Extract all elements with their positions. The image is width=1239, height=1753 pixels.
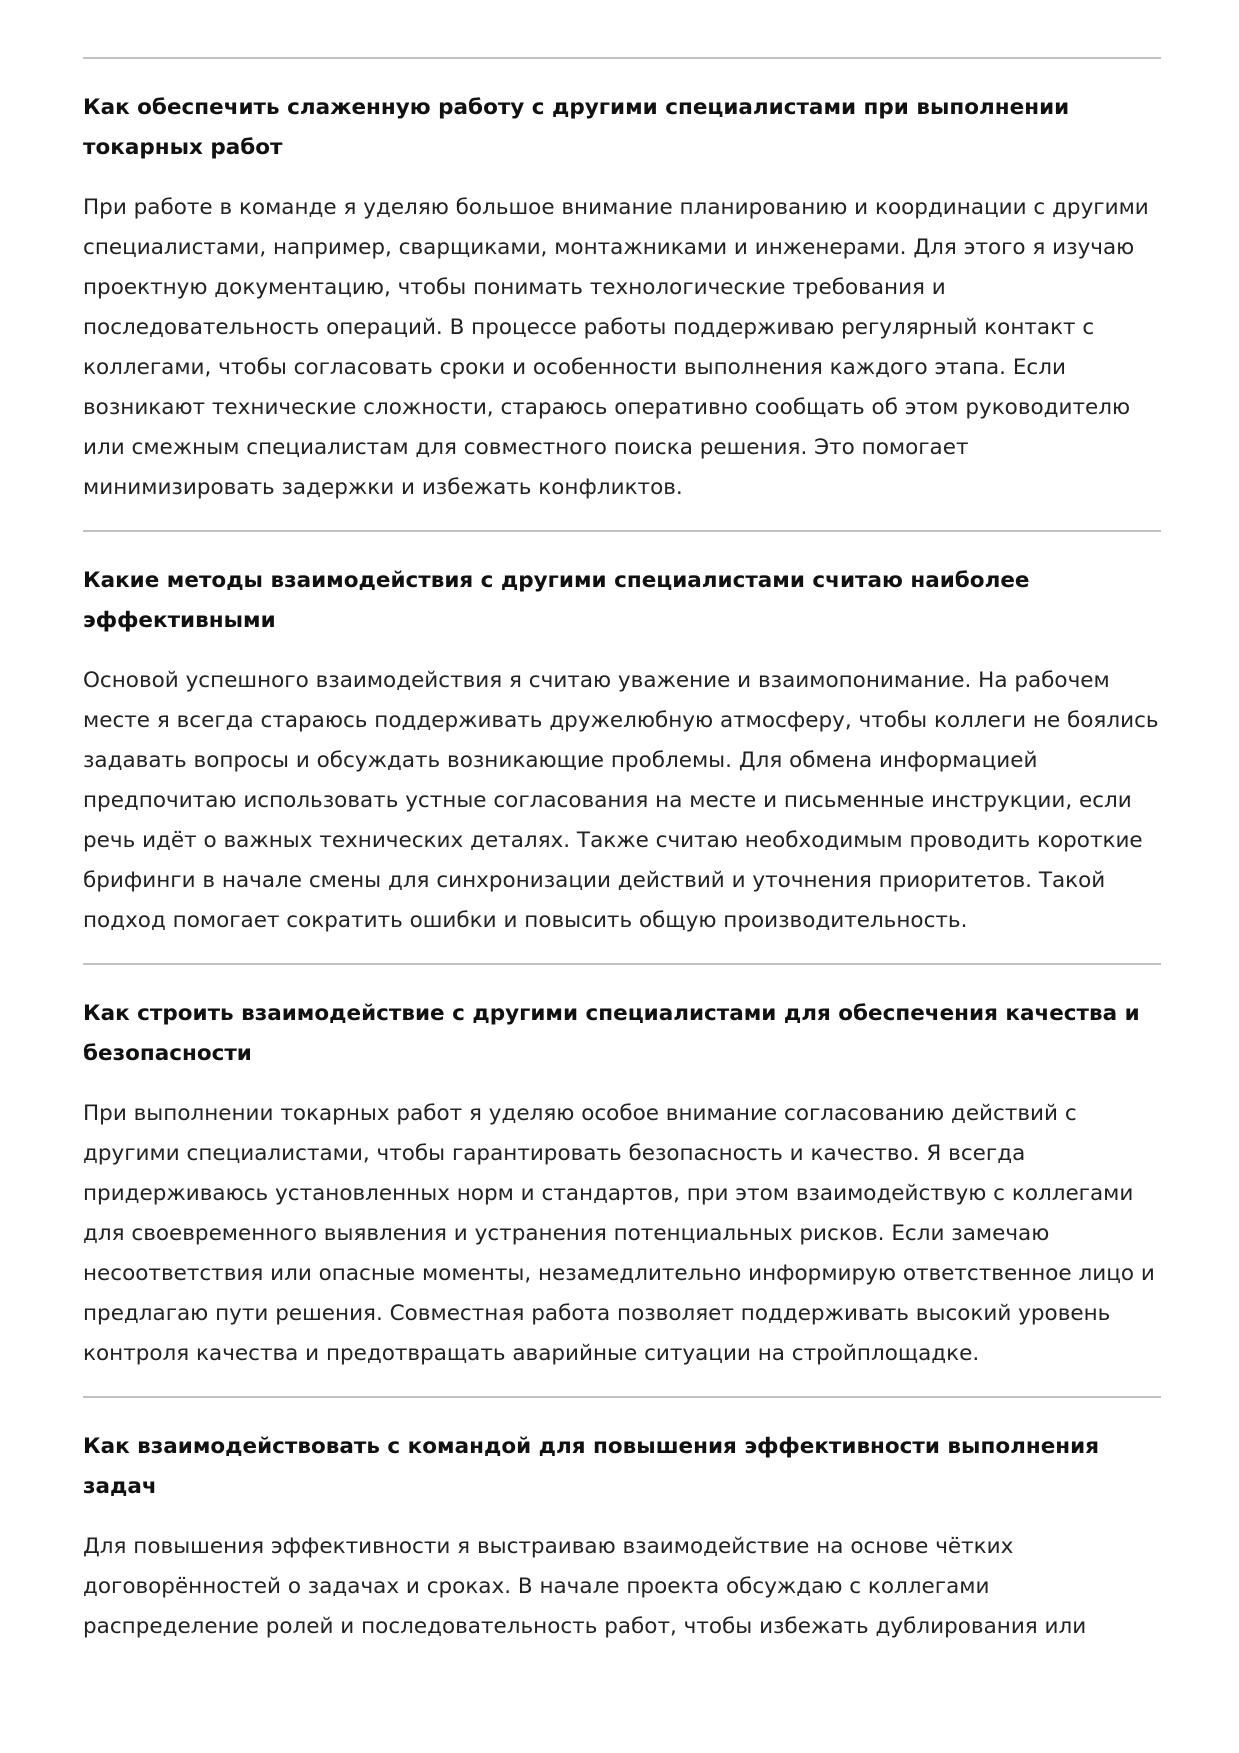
- document-page: [83, 0, 1161, 1647]
- section-title: Как строить взаимодействие с другими специалистами для обеспечения качества и безопасности: [83, 1001, 1140, 1066]
- section-text: Основой успешного взаимодействия я считаю уважение и взаимопонимание. На рабочем месте я всегда стараюсь поддерживать дружелюбную атмосферу, чтобы коллеги не боялись задавать вопросы и обсуждать возникающие проблемы. Для обмена информацией предпочитаю использовать устные согласования на месте и письменные инструкции, если речь идёт о важных технических деталях. Также считаю необходимым проводить короткие брифинги в начале смены для синхронизации действий и уточнения приоритетов. Такой подход помогает сократить ошибки и повысить общую производительность.: [83, 668, 1159, 933]
- section-divider: [83, 57, 1161, 59]
- section: [83, 1427, 1161, 1647]
- section-text: Для повышения эффективности я выстраиваю взаимодействие на основе чётких договорённостей о задачах и сроках. В начале проекта обсуждаю с коллегами распределение ролей и последовательность работ, чтобы избежать дублирования или: [83, 1534, 1087, 1639]
- section-divider: [83, 963, 1161, 965]
- section-divider: [83, 530, 1161, 532]
- section-text: При выполнении токарных работ я уделяю особое внимание согласованию действий с другими специалистами, чтобы гарантировать безопасность и качество. Я всегда придерживаюсь установленных норм и стандартов, при этом взаимодействую с коллегами для своевременного выявления и устранения потенциальных рисков. Если замечаю несоответствия или опасные моменты, незамедлительно информирую ответственное лицо и предлагаю пути решения. Совместная работа позволяет поддерживать высокий уровень контроля качества и предотвращать аварийные ситуации на стройплощадке.: [83, 1101, 1155, 1366]
- section-title: Как обеспечить слаженную работу с другими специалистами при выполнении токарных работ: [83, 95, 1070, 160]
- section-title: Какие методы взаимодействия с другими специалистами считаю наиболее эффективными: [83, 568, 1030, 633]
- section-text: При работе в команде я уделяю большое внимание планированию и координации с другими специалистами, например, сварщиками, монтажниками и инженерами. Для этого я изучаю проектную документацию, чтобы понимать технологические требования и последовательность операций. В процессе работы поддерживаю регулярный контакт с коллегами, чтобы согласовать сроки и особенности выполнения каждого этапа. Если возникают технические сложности, стараюсь оперативно сообщать об этом руководителю или смежным специалистам для совместного поиска решения. Это помогает минимизировать задержки и избежать конфликтов.: [83, 195, 1149, 500]
- section-title: Как взаимодействовать с командой для повышения эффективности выполнения задач: [83, 1434, 1100, 1499]
- section: [83, 88, 1161, 508]
- section: [83, 561, 1161, 941]
- section: [83, 994, 1161, 1374]
- section-divider: [83, 1396, 1161, 1398]
